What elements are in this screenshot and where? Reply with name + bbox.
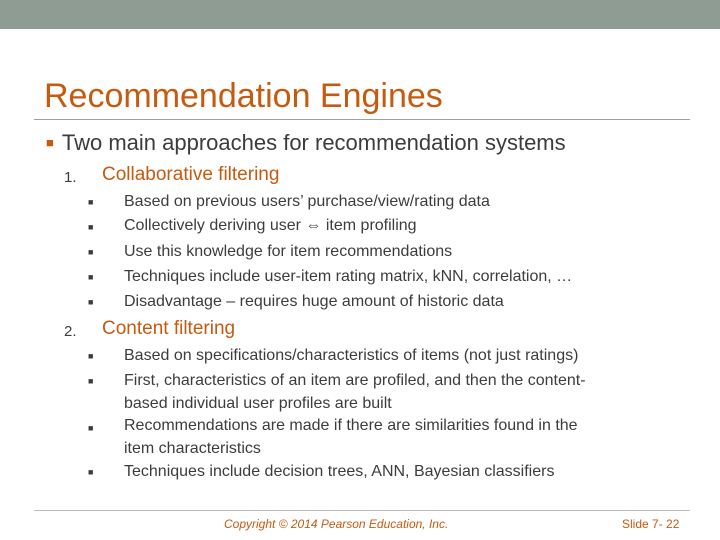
list-item: Techniques include decision trees, ANN, Bayesian classifiers: [124, 463, 555, 480]
section-heading: Collaborative filtering: [102, 164, 280, 185]
square-bullet-icon: ■: [88, 197, 94, 207]
list-item-line: Recommendations are made if there are similarities found in the: [124, 417, 578, 434]
square-bullet-icon: ■: [88, 423, 94, 433]
square-bullet-icon: ■: [88, 247, 94, 257]
main-bullet: [46, 130, 566, 159]
slide-number: Slide 7- 22: [622, 517, 680, 531]
square-bullet-icon: ■: [88, 376, 94, 386]
list-item: Techniques include user-item rating matrix, kNN, correlation, …: [124, 268, 573, 285]
copyright-notice: Copyright © 2014 Pearson Education, Inc.: [224, 517, 449, 531]
list-item: [124, 214, 417, 237]
list-item-line: First, characteristics of an item are profiled, and then the content-: [124, 372, 586, 389]
list-item: [124, 369, 586, 415]
square-bullet-icon: ■: [46, 135, 54, 150]
list-item: Based on specifications/characteristics of items (not just ratings): [124, 347, 579, 364]
square-bullet-icon: ■: [88, 467, 94, 477]
list-item: [124, 414, 578, 460]
list-item-text: profiling: [360, 217, 417, 234]
title-divider: [34, 119, 690, 120]
square-bullet-icon: ■: [88, 297, 94, 307]
list-item: Based on previous users’ purchase/view/rating data: [124, 193, 490, 210]
list-item-line: item characteristics: [124, 440, 261, 457]
main-bullet-text: Two main approaches for recommendation systems: [61, 130, 566, 155]
square-bullet-icon: ■: [88, 222, 94, 232]
square-bullet-icon: ■: [88, 272, 94, 282]
square-bullet-icon: ■: [88, 351, 94, 361]
list-item-line: based individual user profiles are built: [124, 395, 392, 412]
top-bar: [0, 0, 720, 29]
footer-divider: [34, 510, 690, 511]
section-number: 1.: [64, 169, 77, 186]
user-item-term: user ⇔ item: [269, 217, 357, 234]
list-item: Disadvantage – requires huge amount of historic data: [124, 293, 504, 310]
section-number: 2.: [64, 323, 77, 340]
slide-title: Recommendation Engines: [44, 77, 443, 115]
section-heading: Content filtering: [102, 318, 236, 339]
list-item: Use this knowledge for item recommendations: [124, 243, 453, 260]
list-item-text: Collectively deriving: [124, 217, 266, 234]
